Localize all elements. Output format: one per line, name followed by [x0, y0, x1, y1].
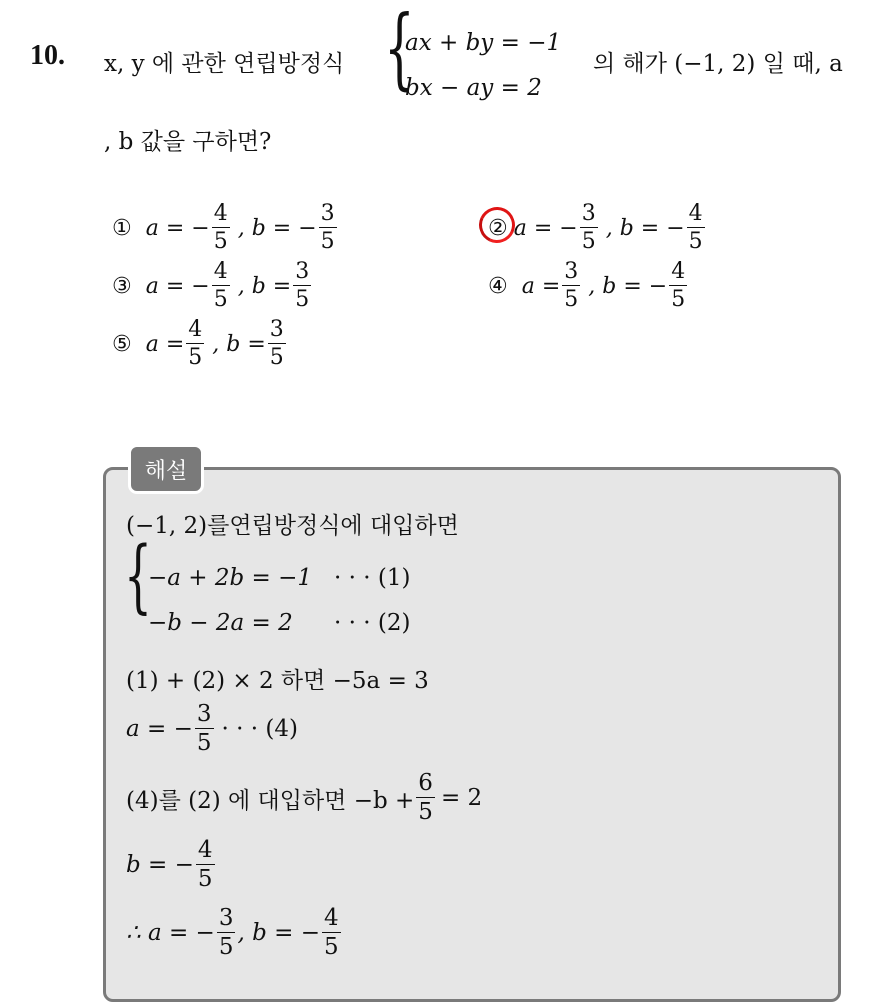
solution-line-3: (1) + (2) × 2 하면 −5a = 3 [126, 668, 429, 694]
line5-prefix: (4)를 (2) 에 대입하면 −b + [126, 787, 415, 814]
line7-mid: , b = − [237, 920, 320, 946]
line4-suffix: · · · (4) [221, 716, 298, 742]
fraction: $\frac{4}{5}$ [688, 201, 703, 254]
choice-a-label: a = [145, 331, 185, 357]
choice-b-label: , b = − [588, 273, 668, 299]
solution-line-5 [126, 772, 482, 824]
choice-2[interactable] [488, 203, 707, 253]
fraction: $\frac{6}{5}$ [418, 770, 433, 825]
line6-prefix: b = − [126, 852, 194, 878]
choice-marker: ③ [112, 273, 132, 299]
equation-2: bx − ay = 2 [405, 75, 542, 101]
solution-system-eq1: −a + 2b = −1 [148, 565, 313, 591]
solution-line-6 [126, 839, 217, 891]
choice-1[interactable] [112, 203, 339, 253]
question-stem-line2: , b 값을 구하면? [104, 129, 272, 155]
choice-marker: ② [488, 215, 508, 241]
fraction: $\frac{3}{5}$ [320, 201, 335, 254]
solution-line-4 [126, 703, 298, 755]
system-brace: { [384, 0, 415, 99]
fraction: $\frac{3}{5}$ [218, 905, 234, 960]
choice-marker: ④ [488, 273, 508, 299]
choice-3[interactable] [112, 261, 313, 311]
question-stem-prefix: x, y 에 관한 연립방정식 [104, 51, 345, 77]
equation-1: ax + by = −1 [405, 30, 562, 56]
choice-a-label: a = [521, 273, 561, 299]
choice-marker: ① [112, 215, 132, 241]
solution-system-tag1: · · · (1) [334, 565, 411, 591]
solution-tab: 해설 [128, 444, 204, 494]
fraction: $\frac{4}{5}$ [323, 905, 339, 960]
choice-marker: ⑤ [112, 331, 132, 357]
solution-line-1: (−1, 2)를연립방정식에 대입하면 [126, 513, 459, 539]
fraction: $\frac{4}{5}$ [671, 259, 686, 312]
line5-suffix: = 2 [440, 785, 483, 811]
fraction: $\frac{3}{5}$ [196, 701, 212, 756]
solution-line-7 [126, 907, 343, 959]
question-stem-suffix: 의 해가 (−1, 2) 일 때, a [593, 51, 843, 77]
line7-prefix: ∴ a = − [126, 920, 215, 946]
fraction: $\frac{3}{5}$ [295, 259, 310, 312]
line4-prefix: a = − [126, 716, 193, 742]
choice-4[interactable] [488, 261, 689, 311]
fraction: $\frac{3}{5}$ [269, 317, 284, 370]
fraction: $\frac{3}{5}$ [564, 259, 579, 312]
choice-a-label: a = − [145, 215, 210, 241]
choice-5[interactable] [112, 319, 288, 369]
solution-system-tag2: · · · (2) [334, 610, 411, 636]
solution-system-eq2: −b − 2a = 2 [148, 610, 293, 636]
choice-a-label: a = − [145, 273, 210, 299]
fraction: $\frac{4}{5}$ [213, 201, 228, 254]
choice-b-label: , b = [237, 273, 292, 299]
solution-system-brace: { [124, 529, 152, 622]
fraction: $\frac{4}{5}$ [188, 317, 203, 370]
question-number: 10. [30, 40, 65, 71]
fraction: $\frac{4}{5}$ [213, 259, 228, 312]
choice-b-label: , b = − [237, 215, 317, 241]
choice-b-label: , b = [212, 331, 266, 357]
fraction: $\frac{4}{5}$ [197, 837, 213, 892]
choice-a-label: a = − [513, 215, 578, 241]
choice-b-label: , b = − [605, 215, 685, 241]
fraction: $\frac{3}{5}$ [581, 201, 596, 254]
